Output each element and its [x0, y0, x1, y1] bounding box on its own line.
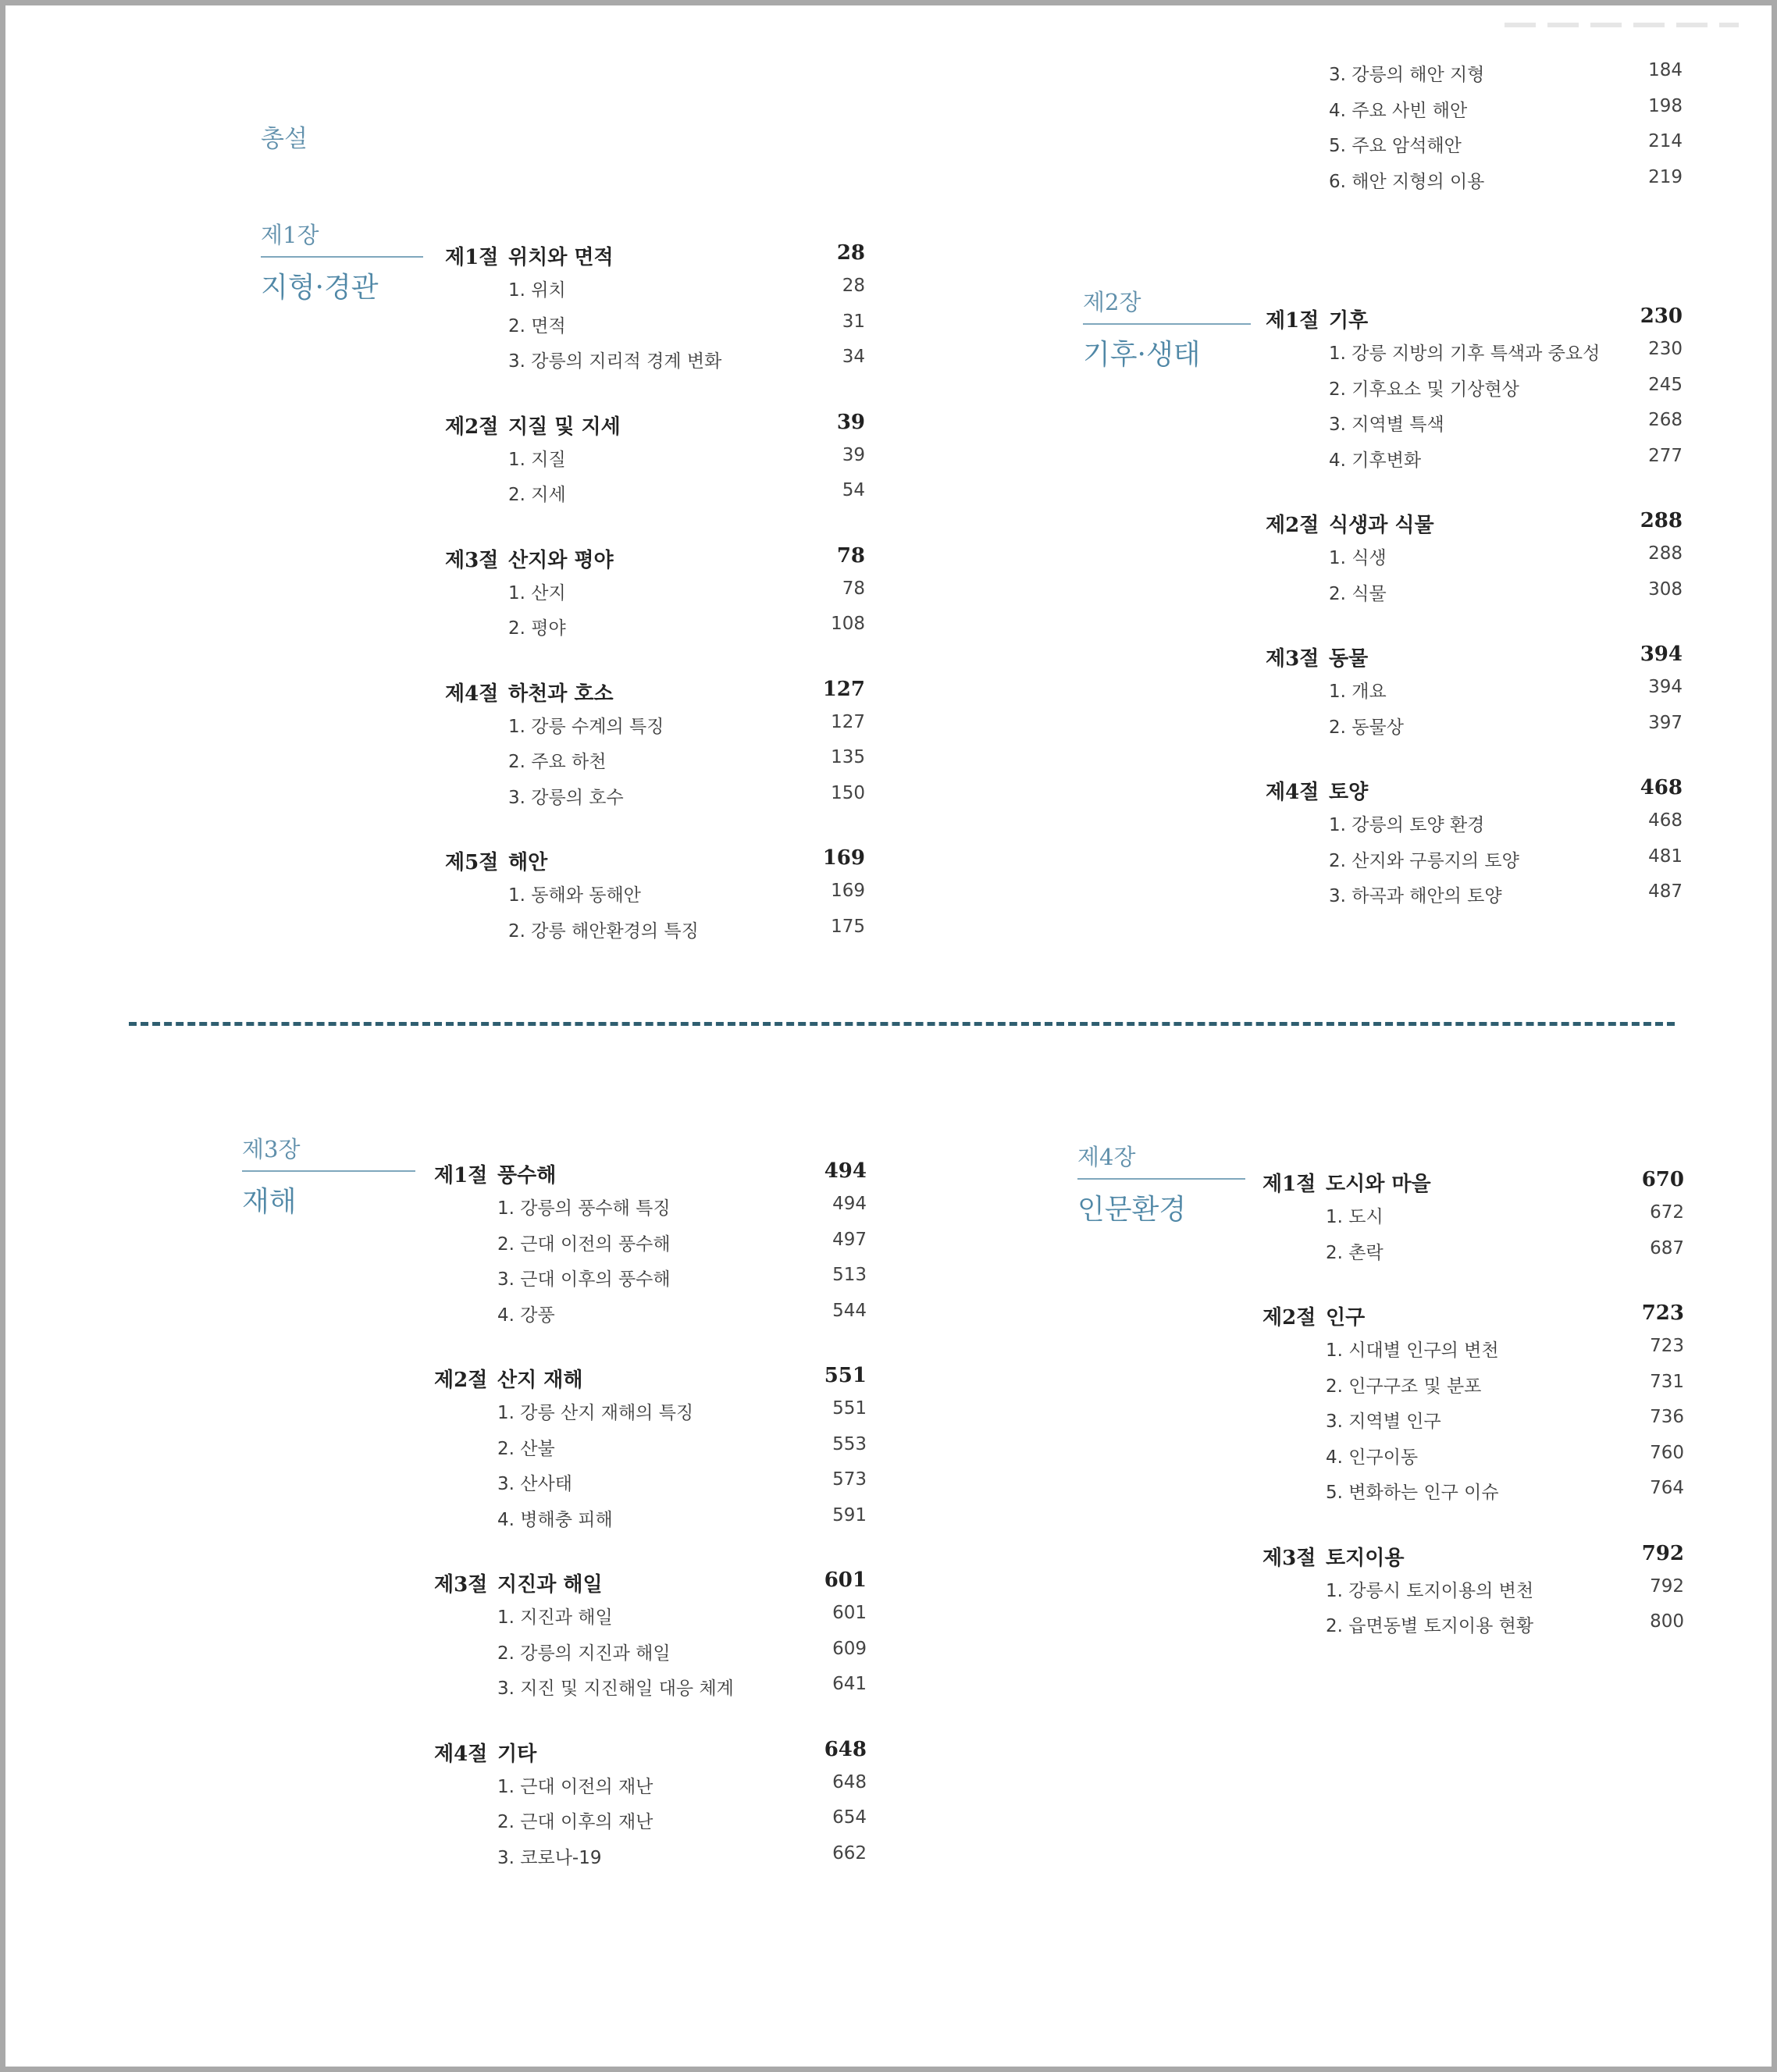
chapter-2-toc — [1266, 304, 1683, 913]
chapter-3-head — [242, 1132, 415, 1219]
toc-item[interactable]: 5. 주요 암석해안 214 — [1329, 131, 1683, 156]
toc-item[interactable]: 1. 강릉의 토양 환경 468 — [1329, 810, 1683, 835]
chapter-label: 제2장 — [1083, 289, 1141, 315]
section-row[interactable]: 제5절 해안 169 — [445, 846, 865, 874]
toc-item[interactable]: 1. 근대 이전의 재난 648 — [497, 1771, 867, 1797]
toc-item[interactable]: 1. 동해와 동해안 169 — [508, 881, 865, 906]
section-row[interactable]: 제2절 식생과 식물 288 — [1266, 509, 1683, 537]
section-row[interactable]: 제3절 토지이용 792 — [1262, 1541, 1684, 1570]
section-row[interactable]: 제4절 토양 468 — [1266, 776, 1683, 804]
toc-item[interactable]: 1. 식생 288 — [1329, 543, 1683, 568]
toc-item[interactable]: 1. 시대별 인구의 변천 723 — [1326, 1336, 1684, 1361]
intro-title: 총설 — [261, 125, 308, 153]
toc-item[interactable]: 2. 식물 308 — [1329, 579, 1683, 604]
toc-item[interactable]: 1. 지질 39 — [508, 444, 865, 470]
chapter-rule — [1083, 323, 1251, 325]
toc-item[interactable]: 1. 강릉시 토지이용의 변천 792 — [1326, 1575, 1684, 1601]
chapter-1-head — [261, 218, 423, 305]
toc-item[interactable]: 3. 강릉의 지리적 경계 변화 34 — [508, 347, 865, 372]
toc-item[interactable]: 1. 개요 394 — [1329, 677, 1683, 702]
chapter-rule — [261, 256, 423, 258]
toc-item[interactable]: 2. 면적 31 — [508, 311, 865, 336]
toc-item[interactable]: 4. 주요 사빈 해안 198 — [1329, 95, 1683, 121]
section-row[interactable]: 제4절 기타 648 — [434, 1737, 867, 1766]
toc-item[interactable]: 2. 강릉의 지진과 해일 609 — [497, 1638, 867, 1664]
chapter-4-head — [1077, 1140, 1245, 1227]
section-row[interactable]: 제3절 동물 394 — [1266, 643, 1683, 671]
toc-item[interactable]: 3. 산사태 573 — [497, 1469, 867, 1494]
chapter-rule — [242, 1170, 415, 1172]
toc-item[interactable]: 2. 근대 이후의 재난 654 — [497, 1807, 867, 1832]
toc-item[interactable]: 2. 인구구조 및 분포 731 — [1326, 1371, 1684, 1397]
toc-item[interactable]: 3. 지역별 특색 268 — [1329, 410, 1683, 435]
toc-item[interactable]: 2. 촌락 687 — [1326, 1237, 1684, 1263]
section-row[interactable]: 제3절 산지와 평야 78 — [445, 543, 865, 572]
chapter-rule — [1077, 1178, 1245, 1180]
chapter-title: 재해 — [242, 1186, 297, 1218]
chapter-label: 제4장 — [1077, 1144, 1136, 1170]
toc-item[interactable]: 2. 지세 54 — [508, 480, 865, 505]
section-row[interactable]: 제1절 기후 230 — [1266, 304, 1683, 333]
toc-item[interactable]: 4. 강풍 544 — [497, 1300, 867, 1326]
toc-item[interactable]: 3. 강릉의 호수 150 — [508, 782, 865, 808]
chapter-label: 제3장 — [242, 1136, 301, 1162]
section-row[interactable]: 제2절 산지 재해 551 — [434, 1364, 867, 1392]
header-mark — [1505, 23, 1739, 27]
chapter-title: 기후·생태 — [1083, 339, 1201, 371]
toc-item[interactable]: 3. 지역별 인구 736 — [1326, 1407, 1684, 1432]
toc-page — [5, 5, 1772, 2067]
toc-item[interactable]: 1. 위치 28 — [508, 276, 865, 301]
section-row[interactable]: 제3절 지진과 해일 601 — [434, 1568, 867, 1597]
toc-item[interactable]: 3. 코로나-19 662 — [497, 1842, 867, 1868]
section-row[interactable]: 제2절 지질 및 지세 39 — [445, 410, 865, 439]
toc-item[interactable]: 1. 도시 672 — [1326, 1202, 1684, 1227]
toc-item[interactable]: 1. 강릉 산지 재해의 특징 551 — [497, 1398, 867, 1423]
toc-item[interactable]: 2. 동물상 397 — [1329, 712, 1683, 738]
chapter-title: 인문환경 — [1077, 1194, 1187, 1226]
toc-item[interactable]: 1. 산지 78 — [508, 578, 865, 603]
toc-item[interactable]: 1. 강릉의 풍수해 특징 494 — [497, 1194, 867, 1219]
chapter-label: 제1장 — [261, 222, 319, 248]
toc-item[interactable]: 1. 강릉 지방의 기후 특색과 중요성 230 — [1329, 339, 1683, 364]
section-row[interactable]: 제4절 하천과 호소 127 — [445, 677, 865, 706]
toc-item[interactable]: 2. 강릉 해안환경의 특징 175 — [508, 916, 865, 942]
toc-item[interactable]: 1. 강릉 수계의 특징 127 — [508, 711, 865, 737]
toc-item[interactable]: 3. 지진 및 지진해일 대응 체계 641 — [497, 1674, 867, 1699]
chapter-1-toc — [445, 241, 865, 947]
toc-item[interactable]: 2. 주요 하천 135 — [508, 747, 865, 772]
toc-item[interactable]: 4. 기후변화 277 — [1329, 445, 1683, 471]
section-row[interactable]: 제1절 도시와 마을 670 — [1262, 1168, 1684, 1196]
toc-item[interactable]: 5. 변화하는 인구 이슈 764 — [1326, 1478, 1684, 1503]
toc-item[interactable]: 2. 산불 553 — [497, 1433, 867, 1459]
toc-item[interactable]: 1. 지진과 해일 601 — [497, 1603, 867, 1628]
toc-item[interactable]: 6. 해안 지형의 이용 219 — [1329, 166, 1683, 192]
chapter-1-continued — [1266, 55, 1683, 198]
toc-item[interactable]: 3. 강릉의 해안 지형 184 — [1329, 60, 1683, 85]
chapter-title: 지형·경관 — [261, 272, 379, 304]
section-row[interactable]: 제1절 위치와 면적 28 — [445, 241, 865, 269]
section-divider — [129, 1022, 1675, 1026]
toc-item[interactable]: 2. 근대 이전의 풍수해 497 — [497, 1229, 867, 1255]
chapter-3-toc — [434, 1159, 867, 1874]
section-row[interactable]: 제2절 인구 723 — [1262, 1301, 1684, 1330]
toc-item[interactable]: 4. 인구이동 760 — [1326, 1442, 1684, 1468]
toc-item[interactable]: 2. 평야 108 — [508, 614, 865, 639]
toc-item[interactable]: 4. 병해충 피해 591 — [497, 1504, 867, 1530]
toc-item[interactable]: 3. 근대 이후의 풍수해 513 — [497, 1265, 867, 1290]
toc-item[interactable]: 3. 하곡과 해안의 토양 487 — [1329, 881, 1683, 906]
chapter-2-head — [1083, 285, 1251, 372]
toc-item[interactable]: 2. 읍면동별 토지이용 현황 800 — [1326, 1611, 1684, 1636]
chapter-4-toc — [1262, 1168, 1684, 1643]
toc-item[interactable]: 2. 산지와 구릉지의 토양 481 — [1329, 846, 1683, 871]
section-row[interactable]: 제1절 풍수해 494 — [434, 1159, 867, 1187]
toc-item[interactable]: 2. 기후요소 및 기상현상 245 — [1329, 374, 1683, 400]
